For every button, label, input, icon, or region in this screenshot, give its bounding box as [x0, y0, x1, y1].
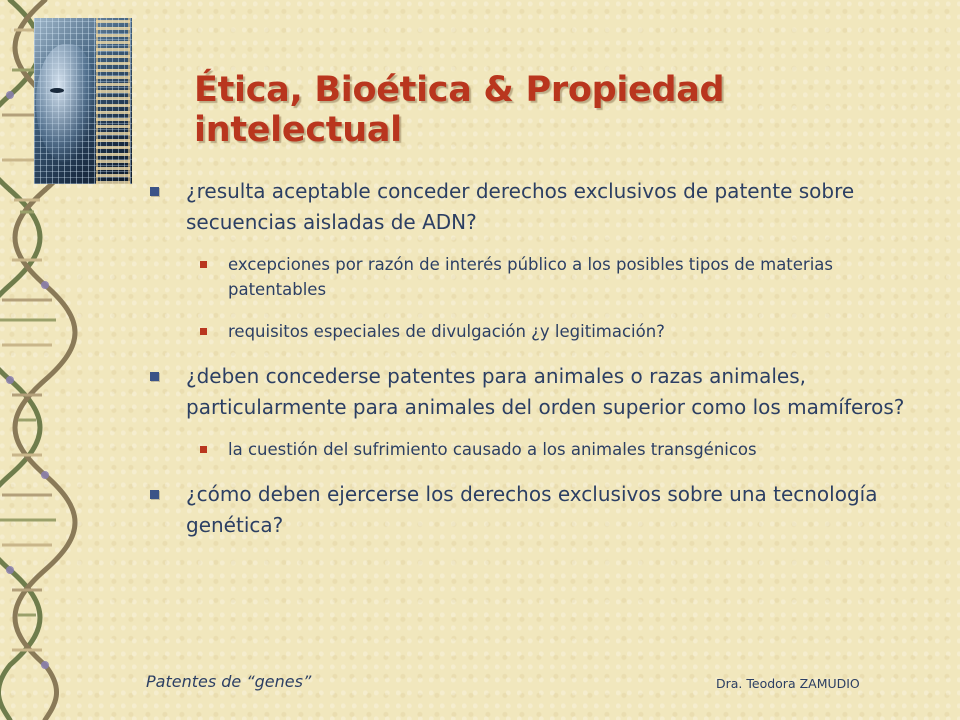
- slide-title: Ética, Bioética & Propiedad intelectual: [194, 70, 725, 150]
- bullet-text: ¿resulta aceptable conceder derechos exclusivos de patente sobre secuencias aisladas de ADN?: [186, 179, 855, 234]
- sub-bullet-text: excepciones por razón de interés público a los posibles tipos de materias patentables: [228, 255, 834, 299]
- footer-topic: Patentes de “genes”: [146, 672, 312, 691]
- bullet-text: ¿cómo deben ejercerse los derechos exclusivos sobre una tecnología genética?: [186, 482, 878, 537]
- square-bullet-icon: [150, 490, 159, 499]
- square-bullet-icon: [200, 446, 207, 453]
- bullet-item: [148, 479, 918, 541]
- face-dna-image: [34, 18, 132, 184]
- sub-bullet-text: requisitos especiales de divulgación ¿y legitimación?: [228, 322, 665, 341]
- face-helix-strand: [96, 18, 130, 184]
- footer-author: Dra. Teodora ZAMUDIO: [716, 676, 860, 691]
- sub-bullet-item: [148, 437, 918, 462]
- square-bullet-icon: [150, 187, 159, 196]
- face-silhouette: [36, 44, 94, 162]
- bullet-item: [148, 176, 918, 238]
- sub-bullet-item: [148, 252, 918, 302]
- square-bullet-icon: [200, 261, 207, 268]
- bullet-text: ¿deben concederse patentes para animales o razas animales, particularmente para animales del orden superior como los mamíferos?: [186, 364, 905, 419]
- sub-bullet-item: [148, 319, 918, 344]
- sub-bullet-text: la cuestión del sufrimiento causado a los animales transgénicos: [228, 440, 757, 459]
- square-bullet-icon: [200, 328, 207, 335]
- square-bullet-icon: [150, 372, 159, 381]
- face-eye: [50, 88, 64, 93]
- slide-content: [148, 176, 918, 555]
- bullet-item: [148, 361, 918, 423]
